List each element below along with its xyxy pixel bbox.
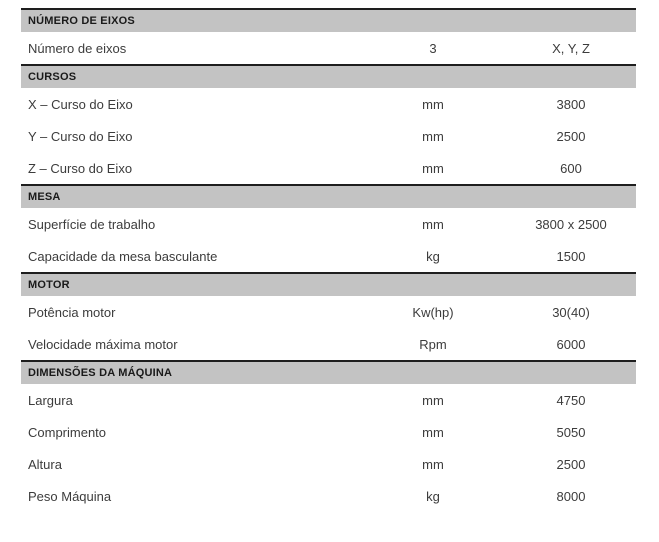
row-value: 3800 x 2500 [535, 216, 607, 232]
row-value: 3800 [556, 96, 586, 112]
row-unit: kg [426, 248, 440, 264]
row-label: Z – Curso do Eixo [28, 160, 133, 176]
table-row [21, 120, 636, 152]
table-row [21, 152, 636, 184]
table-row [21, 416, 636, 448]
spec-section [21, 8, 636, 64]
row-value: 2500 [556, 456, 586, 472]
row-unit: mm [422, 456, 444, 472]
row-value: 5050 [556, 424, 586, 440]
section-header [21, 8, 636, 32]
table-row [21, 296, 636, 328]
spec-section [21, 64, 636, 184]
section-title: NÚMERO DE EIXOS [28, 15, 135, 27]
row-unit: kg [426, 488, 440, 504]
section-header [21, 64, 636, 88]
row-unit: mm [422, 96, 444, 112]
section-header [21, 184, 636, 208]
spec-section [21, 360, 636, 512]
row-label: X – Curso do Eixo [28, 96, 133, 112]
section-rows [21, 208, 636, 272]
row-label: Altura [28, 456, 62, 472]
row-label: Y – Curso do Eixo [28, 128, 133, 144]
row-value: X, Y, Z [552, 40, 590, 56]
table-row [21, 480, 636, 512]
row-unit: Kw(hp) [412, 304, 454, 320]
row-unit: mm [422, 128, 444, 144]
row-unit: 3 [429, 40, 437, 56]
spec-table [21, 8, 636, 512]
section-header [21, 360, 636, 384]
table-row [21, 328, 636, 360]
row-value: 30(40) [552, 304, 590, 320]
row-label: Peso Máquina [28, 488, 112, 504]
section-title: MOTOR [28, 279, 70, 291]
row-unit: mm [422, 216, 444, 232]
table-row [21, 32, 636, 64]
row-unit: mm [422, 392, 444, 408]
section-title: CURSOS [28, 71, 77, 83]
row-value: 6000 [556, 336, 586, 352]
table-row [21, 384, 636, 416]
row-label: Comprimento [28, 424, 107, 440]
row-label: Potência motor [28, 304, 116, 320]
row-value: 1500 [556, 248, 586, 264]
row-label: Largura [28, 392, 73, 408]
section-rows [21, 88, 636, 184]
row-label: Superfície de trabalho [28, 216, 156, 232]
row-value: 600 [560, 160, 582, 176]
section-title: DIMENSÕES DA MÁQUINA [28, 367, 173, 379]
table-row [21, 88, 636, 120]
row-value: 4750 [556, 392, 586, 408]
section-rows [21, 32, 636, 64]
table-row [21, 240, 636, 272]
row-unit: mm [422, 160, 444, 176]
section-rows [21, 296, 636, 360]
row-unit: mm [422, 424, 444, 440]
section-header [21, 272, 636, 296]
row-label: Capacidade da mesa basculante [28, 248, 218, 264]
table-row [21, 208, 636, 240]
section-title: MESA [28, 191, 61, 203]
spec-section [21, 272, 636, 360]
row-unit: Rpm [419, 336, 447, 352]
row-label: Velocidade máxima motor [28, 336, 178, 352]
row-label: Número de eixos [28, 40, 127, 56]
row-value: 8000 [556, 488, 586, 504]
table-row [21, 448, 636, 480]
section-rows [21, 384, 636, 512]
spec-section [21, 184, 636, 272]
row-value: 2500 [556, 128, 586, 144]
